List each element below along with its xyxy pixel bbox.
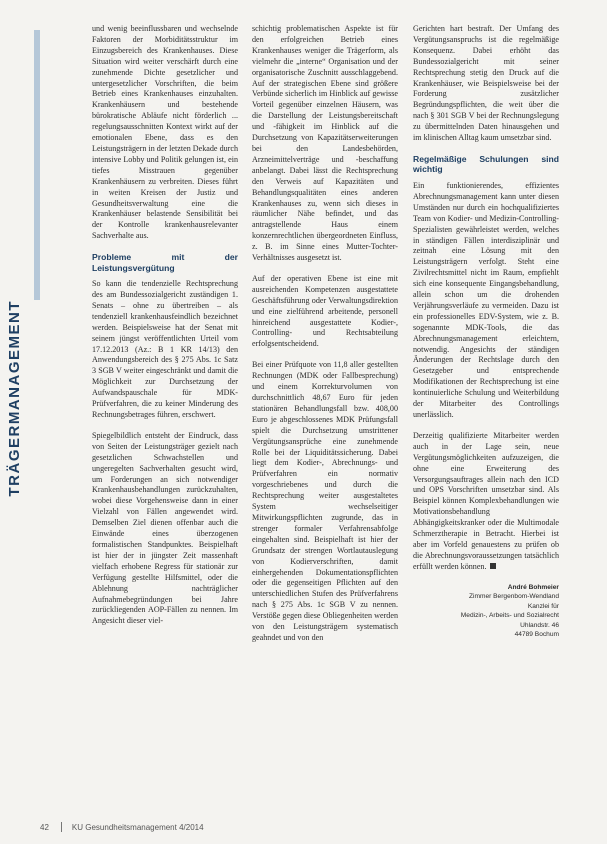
sidebar-accent-bar (34, 30, 40, 300)
section-title: TRÄGERMANAGEMENT (6, 300, 23, 497)
author-address: 44789 Bochum (514, 631, 559, 639)
author-affiliation: Zimmer Bergenbom-Wendland (468, 593, 559, 601)
page-footer (40, 822, 204, 832)
column-2 (252, 24, 398, 654)
subheading: Regelmäßige Schulungen sind wichtig (413, 153, 559, 175)
paragraph: Auf der operativen Ebene ist eine mit ausreichenden Kompetenzen ausgestattete Geschäftsführung oder Verwaltungsdirektion und eine zielführend arbeitende, personell hinreichend ausgestattete Kodier-, Controlling- und Rechtsabteilung erfolgsentscheidend. (252, 273, 398, 349)
publication-name: KU Gesundheitsmanagement 4/2014 (71, 822, 204, 832)
column-1 (92, 24, 238, 637)
paragraph-text: Derzeitig qualifizierte Mitarbeiter werden auch in der Lage sein, neue Vergütungsmöglichkeiten aufzuzeigen, die ohne eine Erweiterung des Versorgungsauftrages allein nach den ICD und OPS Vorschriften umsetzbar sind. Als Beispiel können Komplexbehandlungen wie Motivationsbehandlung Abhängigkeitskranker oder die Multimodale Schmerztherapie in Betracht. Hierbei ist aber im Vorfeld genauestens zu prüfen ob die Abrechnungsvoraussetzungen tatsächlich erfüllt werden können. (413, 430, 559, 571)
paragraph: Ein funktionierendes, effizientes Abrechnungsmanagement kann unter diesen Umständen nur durch ein hochqualifiziertes Team von Kodier- und Medizin-Controlling-Spezialisten gewährleistet werden, welches in ständigen Fällen interdisziplinär und zeitnah eine Lösung mit den Leistungsträgern verfolgt. Steht eine Zivilrechtsmittel nicht im Raum, empfiehlt sich eine konsequente Eingangsbehandlung, allein schon um die drohenden Verjährungsverläufe zu vermeiden. Dazu ist ein professionelles EDV-System, wie z. B. sogenannte MDK-Tools, die das Abrechnungsmanagement erleichtern, notwendig. Angesichts der ständigen Änderungen der Rechtslage durch den Gesetzgeber und entsprechende Modifikationen der Rechtsprechung ist eine kontinuierliche Schulung und Weiterbildung der Mitarbeiter des Controllings unerlässlich. (413, 180, 559, 419)
paragraph: schichtig problematischen Aspekte ist für den erfolgreichen Betrieb eines Krankenhauses weniger die Trägerform, als vielmehr die „interne“ Organisation und der organisatorische Zuschnitt ausschlaggebend. Auf der strategischen Ebene sind größere Verbünde sicherlich im Hinblick auf gewisse Vorteil gegenüber einzelnen Häusern, was die Darstellung der Leistungsbereitschaft und -fähigkeit im Hinblick auf die Durchsetzung von Kapazitätserweiterungen bei den Landesbehörden, Arzneimittelverträge und -beschaffung anbelangt. Dabei lässt die Rechtsprechung den Verweis auf Kapazitäten und Behandlungsqualitäten eines anderen Krankenhauses zu, wenn sich dieses in räumlicher Nähe befindet, und das antragstellende Haus einem konzernrechtlichen übergeordneten Einfluss, z. B. im Sinne eines Mutter-Tochter-Verhältnisses ausgesetzt ist. (252, 24, 398, 263)
sidebar (0, 0, 46, 844)
paragraph: Gerichten hart bestraft. Der Umfang des Vergütungsanspruchs ist die regelmäßige Konsequenz. Dabei erhöht das Bundessozialgericht mit seiner Rechtsprechung stetig den Druck auf die Krankenhäuser, wie Beispielsweise bei der Forderung zusätzlicher Begründungspflichten, die weit über die nach § 301 SGB V bei der Rechnungslegung zu übermittelnden Daten hinausgehen und im klinischen Alltag kaum umsetzbar sind. (413, 24, 559, 143)
footer-divider (61, 822, 62, 832)
paragraph: und wenig beeinflussbaren und wechselnde Faktoren der Morbiditätsstruktur im Einzugsbereich des Krankenhauses. Diese Situation wird weiter verschärft durch eine zunehmende Dichte gesetzlicher und untergesetzlicher Vorschriften, die beim Betrieb eines Krankenhauses einzuhalten. Krankenhäusern und bestehende bürokratische Abläufe nicht förderlich ... regelungsausschnitten Kontext wirkt auf der emotionalen Ebene, dass es den Leistungsträgern in der letzten Dekade durch intensive Lobby und Politik gelungen ist, ein tiefes Misstrauen gegenüber Krankenhäusern zu verbreiten. Dieses führt in weiten Kreisen der Justiz und Gesundheitsverwaltung eine die Krankenhäuser belastende Sensibilität bei der Kontrolle krankenhausrelevanter Sachverhalte aus. (92, 24, 238, 241)
column-3 (413, 24, 559, 640)
page-number: 42 (40, 822, 49, 832)
author-affiliation: Medizin-, Arbeits- und Sozialrecht (460, 612, 559, 620)
subheading: Probleme mit der Leistungsvergütung (92, 252, 238, 273)
paragraph (413, 431, 559, 573)
paragraph: Spiegelbildlich entsteht der Eindruck, dass von Seiten der Leistungsträger gezielt nach gesetzlichen Schwachstellen und ungeregelten Sachverhalten gesucht wird, um Forderungen an sich notwendiger Krankenhausbehandlungen zurückzuhalten, wobei diese Vorgehensweise dann in einer Vielzahl von Fällen angewendet wird. Demselben Ziel dienen offenbar auch die Einwände eines überzogenen formalistischen Standpunktes. Beispielhaft ist hier der in jüngster Zeit massenhaft vielfach erhobene Regress für stationär zur Verfügung gestellte Hilfsmittel, oder die Ablehnung nachträglicher Aufnahmebegründungen bei Jahre zurückliegenden AOP-Fällen zu nennen. Im Angesicht dieser viel- (92, 430, 238, 626)
paragraph: So kann die tendenzielle Rechtsprechung des am Bundessozialgericht zuständigen 1. Senats – ohne zu übertreiben – als tendenziell krankenhausfeindlich bezeichnet werden. Beispielsweise hat der Senat mit seinem jüngst veröffentlichten Urteil vom 17.12.2013 (Az.: B 1 KR 14/13) den Anwendungsbereich des § 275 Abs. 1c Satz 3 SGB V weiter eingeschränkt und damit die Möglichkeit zur Durchsetzung der Aufwandspauschale für MDK-Prüfverfahren, die zu keiner Minderung des Rechnungsbetrages führen, erschwert. (92, 279, 238, 419)
author-address: Uhlandstr. 46 (520, 621, 559, 629)
author-block (413, 583, 559, 640)
author-affiliation: Kanzlei für (527, 602, 559, 610)
paragraph: Bei einer Prüfquote von 11,8 aller gestellten Rechnungen (MDK oder Fallbesprechung) und einem Korrekturvolumen von durchschnittlich 48,67 Euro für jeden stationären Behandlungsfall bzw. 408,00 Euro je abgeschlossenes MDK Prüfungsfall spielt die Durchsetzung umstrittener Vergütungsansprüche eine zunehmende Rolle bei der Liquiditätssicherung. Dabei liegt dem Kodier-, Abrechnungs- und Prüfverfahren ein normativ vorgeschriebenes und durch die Rechtsprechung weiter ausgestaltetes System wechselseitiger Mitwirkungspflichten zugrunde, das in strenger formaler Verfahrensabfolge eingehalten sind. Beispielhaft ist hier der Grundsatz der strengen Wortlautauslegung von Kodierverschriften, damit einhergehenden Dokumentationspflichten oder die gegenseitigen Pflichten auf den unterschiedlichen Stufen des Prüfverfahrens nach § 275 Abs. 1c SGB V zu nennen. Verstöße gegen diese Obliegenheiten werden von den Leistungsträgern systematisch geahndet und von den (252, 360, 398, 642)
author-name: André Bohmeier (507, 583, 559, 591)
article-end-mark (490, 563, 496, 569)
